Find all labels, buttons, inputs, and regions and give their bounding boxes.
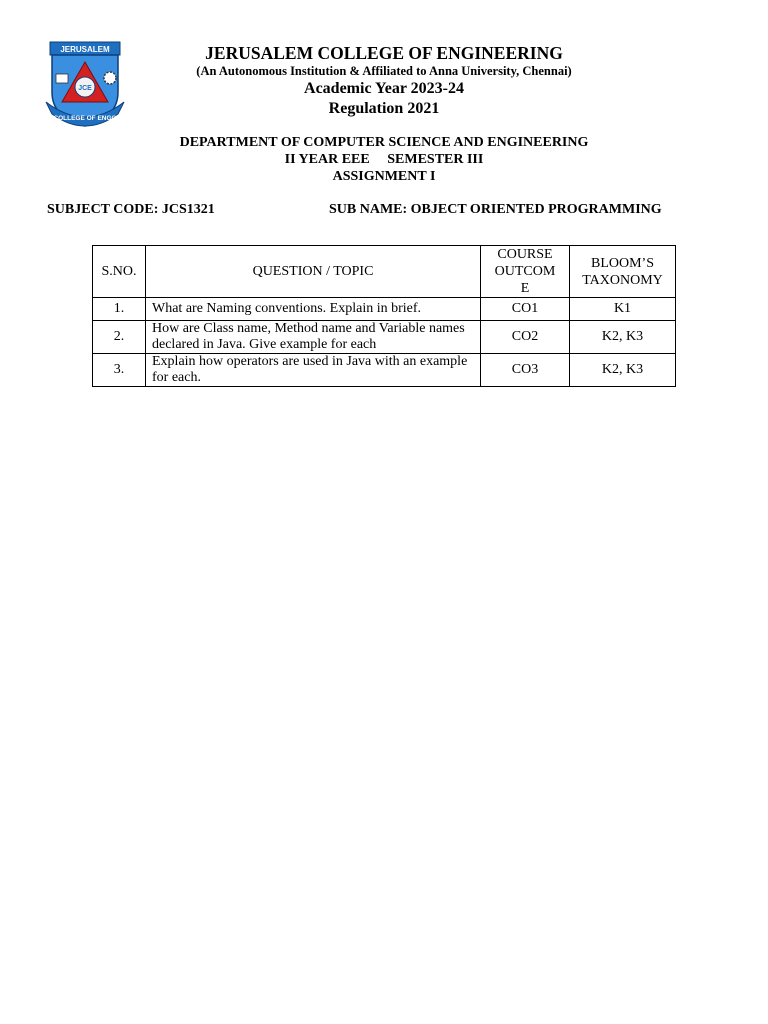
course-header-line-3: E [520, 281, 530, 296]
col-header-question: QUESTION / TOPIC [146, 246, 481, 298]
course-outcome-cell: CO2 [481, 321, 570, 354]
academic-year: Academic Year 2023-24 [304, 80, 464, 97]
subject-name: SUB NAME: OBJECT ORIENTED PROGRAMMING [329, 202, 662, 217]
course-header-line-2: OUTCOM [494, 264, 556, 279]
table-row [93, 298, 676, 321]
subject-code: SUBJECT CODE: JCS1321 [47, 202, 215, 217]
question-cell: How are Class name, Method name and Variable names declared in Java. Give example for each [146, 321, 481, 354]
course-header-line-1: COURSE [497, 247, 553, 262]
sno-cell: 1. [93, 298, 146, 321]
svg-text:COLLEGE OF ENGG: COLLEGE OF ENGG [53, 115, 117, 122]
col-header-sno: S.NO. [93, 246, 146, 298]
bloom-cell: K1 [570, 298, 676, 321]
regulation: Regulation 2021 [328, 100, 440, 117]
course-outcome-cell: CO1 [481, 298, 570, 321]
bloom-cell: K2, K3 [570, 354, 676, 387]
affiliation-text: (An Autonomous Institution & Affiliated to Anna University, Chennai) [196, 64, 572, 78]
table-row [93, 354, 676, 387]
svg-text:JERUSALEM: JERUSALEM [60, 45, 110, 54]
sno-cell: 2. [93, 321, 146, 354]
semester-text: SEMESTER III [387, 152, 484, 167]
year-semester-line [0, 152, 768, 168]
college-name: JERUSALEM COLLEGE OF ENGINEERING [205, 43, 563, 63]
bloom-cell: K2, K3 [570, 321, 676, 354]
table-header-row [93, 246, 676, 298]
question-cell: Explain how operators are used in Java with an example for each. [146, 354, 481, 387]
svg-text:JCE: JCE [78, 85, 92, 92]
table-row [93, 321, 676, 354]
question-cell: What are Naming conventions. Explain in brief. [146, 298, 481, 321]
col-header-bloom [570, 246, 676, 298]
assignment-table [92, 245, 676, 387]
col-header-course-outcome [481, 246, 570, 298]
year-text: II YEAR EEE [284, 152, 370, 167]
department-title: DEPARTMENT OF COMPUTER SCIENCE AND ENGINEERING [179, 135, 589, 150]
bloom-header-line-1: BLOOM’S [590, 255, 654, 271]
bloom-header-line-2: TAXONOMY [582, 272, 663, 288]
sno-cell: 3. [93, 354, 146, 387]
assignment-title: ASSIGNMENT I [332, 169, 436, 184]
course-outcome-cell: CO3 [481, 354, 570, 387]
